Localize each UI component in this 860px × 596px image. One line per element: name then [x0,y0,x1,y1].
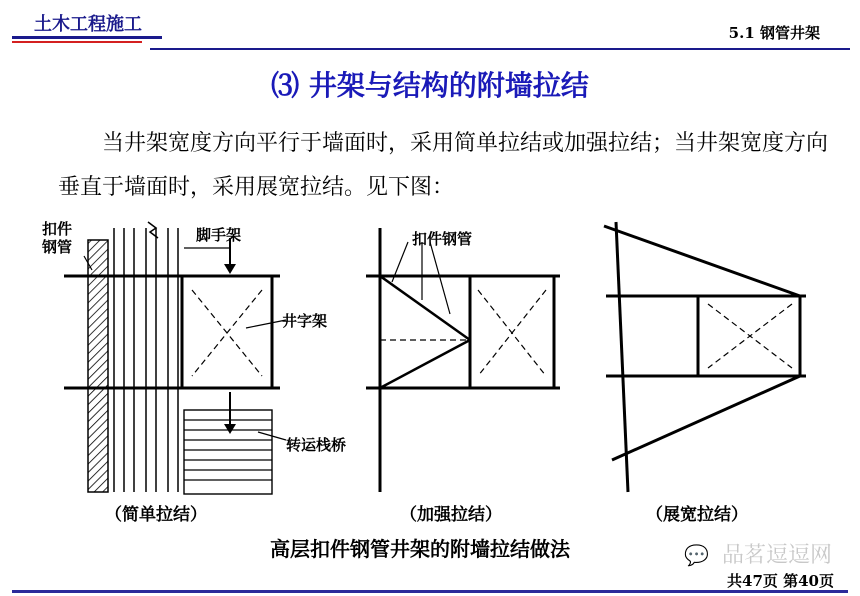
scaffold-poles [114,228,178,492]
label-fastener-a: 扣件 [42,220,73,238]
header-bar-blue [12,36,162,39]
header-bar-red [12,41,142,43]
header-bar-long [150,48,850,50]
page-title: ⑶ 井架与结构的附墙拉结 [271,69,589,102]
label-frame: 井字架 [282,312,328,330]
label-fastener-pipe: 扣件钢管 [412,230,473,248]
label-bridge: 转运栈桥 [286,436,347,454]
section-title: 5.1 钢管井架 [728,24,820,42]
label-fastener-b: 钢管 [42,238,73,256]
bridge-box [184,410,272,494]
body-paragraph: 当井架宽度方向平行于墙面时，采用简单拉结或加强拉结；当井架宽度方向垂直于墙面时，采用展宽拉结。见下图： [58,131,829,200]
widened-tie-diagram [604,222,806,492]
subcaption-reinforced: （加强拉结） [400,505,502,525]
footer-divider [12,590,848,593]
label-scaffold: 脚手架 [196,226,242,244]
simple-tie-diagram [41,220,346,494]
watermark-text: 品茗逗逗网 [721,543,832,568]
reinforced-tie-diagram [366,228,560,492]
wechat-icon: 💬 [684,543,709,567]
wall-hatch [88,240,108,492]
wall-tie-figure [0,200,860,560]
header-divider [0,36,860,52]
page-counter: 共47页 第40页 [727,572,834,590]
course-title: 土木工程施工 [34,14,142,35]
subcaption-widened: （展宽拉结） [646,505,748,525]
watermark [684,538,832,569]
subcaption-simple: （简单拉结） [105,505,207,525]
figure-caption: 高层扣件钢管井架的附墙拉结做法 [270,537,570,561]
